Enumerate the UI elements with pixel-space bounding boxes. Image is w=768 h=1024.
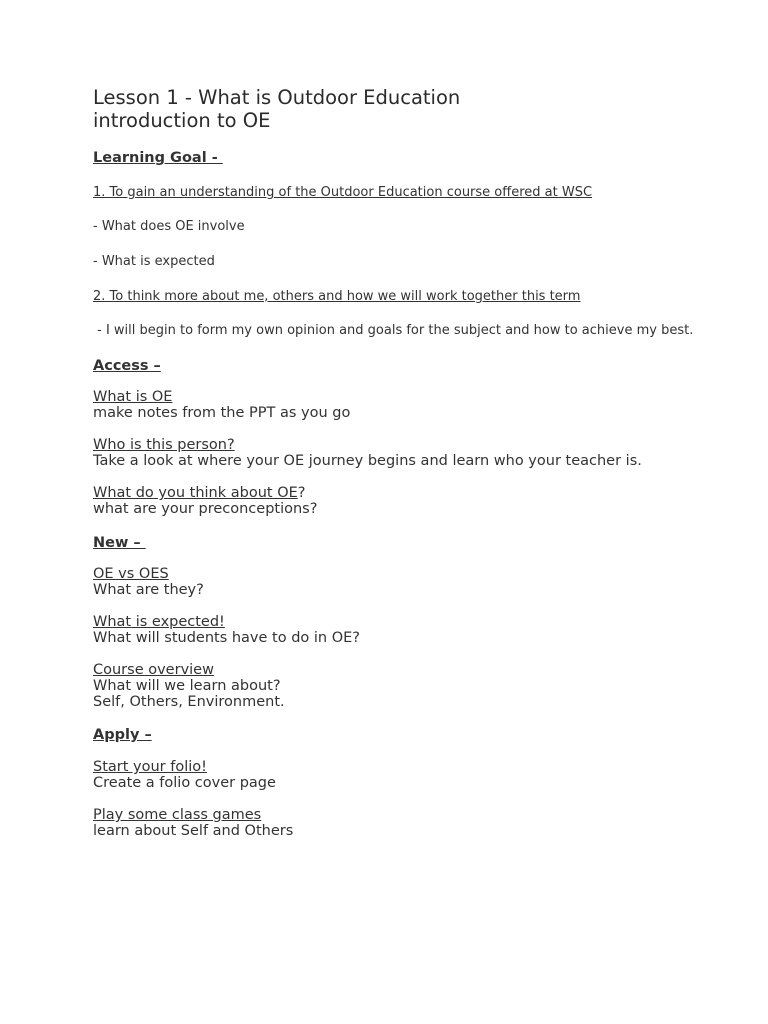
title-line-1: Lesson 1 - What is Outdoor Education [93, 86, 461, 109]
apply-item-text: Create a folio cover page [93, 775, 276, 791]
apply-item [93, 807, 733, 839]
learning-goal-heading [93, 149, 733, 167]
new-item [93, 566, 733, 598]
goal-2-sub-1-text: - I will begin to form my own opinion and goals for the subject and how to achieve my best. [93, 323, 694, 338]
new-item-text: What will students have to do in OE? [93, 630, 360, 646]
goal-2-text: 2. To think more about me, others and how we will work together this term [93, 289, 581, 304]
apply-item-title[interactable]: Play some class games [93, 807, 262, 823]
access-item-text: Take a look at where your OE journey begins and learn who your teacher is. [93, 453, 642, 469]
apply-label: Apply – [93, 727, 152, 743]
goal-1-sub-2-text: - What is expected [93, 254, 215, 269]
access-item-title[interactable]: What is OE [93, 389, 173, 405]
access-label: Access – [93, 358, 161, 374]
new-item-text: What will we learn about? [93, 678, 281, 694]
goal-2 [93, 289, 733, 305]
access-item-title-suffix: ? [297, 485, 306, 501]
new-label: New – [93, 535, 146, 551]
goal-1-sub-2 [93, 254, 733, 270]
access-item [93, 389, 733, 421]
goal-1-sub-1 [93, 219, 733, 235]
new-item-title[interactable]: Course overview [93, 662, 214, 678]
lesson-title [93, 86, 733, 132]
new-heading [93, 534, 733, 552]
access-item-title[interactable]: What do you think about OE [93, 485, 298, 501]
new-item [93, 662, 733, 710]
access-item-text: what are your preconceptions? [93, 501, 318, 517]
access-item-title-wrapper [93, 485, 733, 501]
access-item [93, 485, 733, 517]
access-item [93, 437, 733, 469]
new-item-text-2: Self, Others, Environment. [93, 694, 285, 710]
new-item-title[interactable]: OE vs OES [93, 566, 169, 582]
apply-heading [93, 726, 733, 744]
goal-1 [93, 185, 733, 201]
apply-item-text: learn about Self and Others [93, 823, 294, 839]
goal-1-sub-1-text: - What does OE involve [93, 219, 245, 234]
new-item [93, 614, 733, 646]
apply-item [93, 759, 733, 791]
access-heading [93, 357, 733, 375]
new-item-title[interactable]: What is expected! [93, 614, 225, 630]
access-item-text: make notes from the PPT as you go [93, 405, 351, 421]
apply-item-title[interactable]: Start your folio! [93, 759, 207, 775]
goal-1-text: 1. To gain an understanding of the Outdoor Education course offered at WSC [93, 185, 593, 200]
goal-2-sub-1 [93, 323, 733, 339]
learning-goal-label: Learning Goal - [93, 150, 223, 166]
title-line-2: introduction to OE [93, 109, 271, 132]
access-item-title[interactable]: Who is this person? [93, 437, 235, 453]
new-item-text: What are they? [93, 582, 204, 598]
